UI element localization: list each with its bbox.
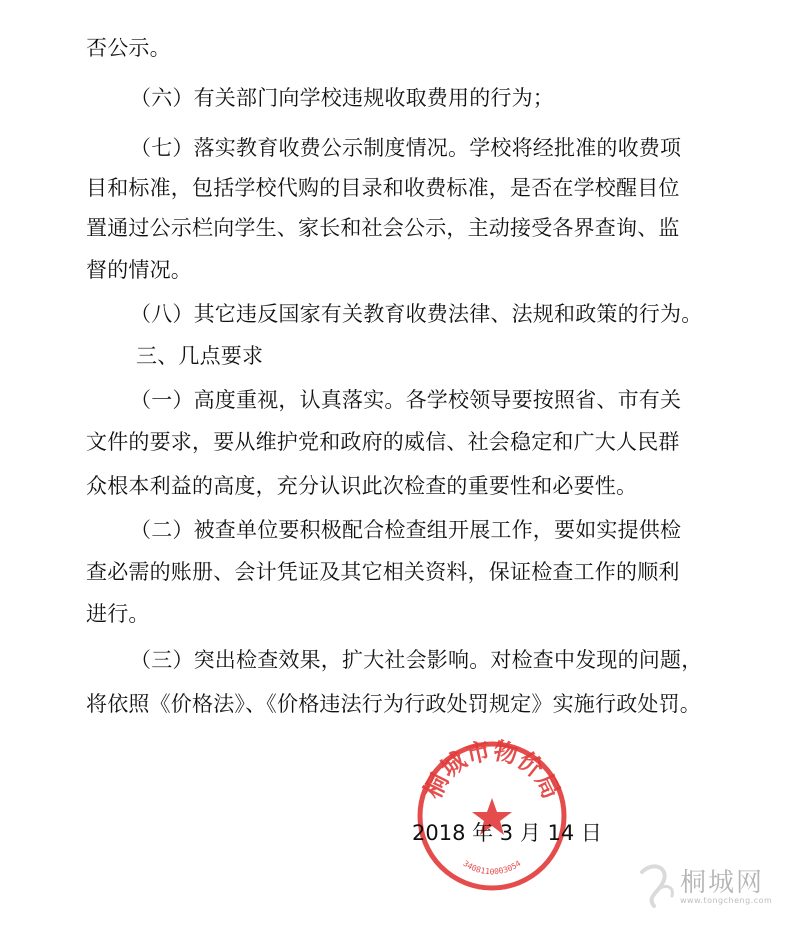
watermark-text: 桐城网	[680, 868, 765, 898]
paragraph-line: （八）其它违反国家有关教育收费法律、法规和政策的行为。	[130, 302, 703, 326]
paragraph-line: 众根本利益的高度，充分认识此次检查的重要性和必要性。	[86, 474, 638, 498]
svg-text:3408110003054	[461, 859, 522, 876]
paragraph-line: （一）高度重视，认真落实。各学校领导要按照省、市有关	[130, 388, 682, 412]
document-date: 2018 年 3 月 14 日	[412, 821, 602, 845]
paragraph-line: 进行。	[86, 602, 150, 626]
paragraph-line: 督的情况。	[86, 258, 192, 282]
paragraph-line: （二）被查单位要积极配合检查组开展工作，要如实提供检	[130, 518, 682, 542]
paragraph-line: （六）有关部门向学校违规收取费用的行为；	[130, 86, 554, 110]
seal-number: 3408110003054	[461, 858, 523, 877]
official-seal	[412, 736, 572, 896]
paragraph-line: 将依照《价格法》、《价格违法行为行政处罚规定》实施行政处罚。	[86, 692, 701, 716]
paragraph-line: 置通过公示栏向学生、家长和社会公示，主动接受各界查询、监	[86, 216, 680, 240]
paragraph-line: 文件的要求，要从维护党和政府的威信、社会稳定和广大人民群	[86, 430, 680, 454]
watermark-url: www.tongcheng.com	[680, 896, 773, 905]
section-heading: 三、几点要求	[136, 344, 264, 368]
paragraph-line: 否公示。	[86, 36, 171, 60]
paragraph-line: （七）落实教育收费公示制度情况。学校将经批准的收费项	[130, 136, 682, 160]
paragraph-line: （三）突出检查效果，扩大社会影响。对检查中发现的问题，	[130, 648, 703, 672]
paragraph-line: 目和标准，包括学校代购的目录和收费标准，是否在学校醒目位	[86, 176, 680, 200]
seal-text: 桐城市物价局	[417, 736, 567, 804]
paragraph-line: 查必需的账册、会计凭证及其它相关资料，保证检查工作的顺利	[86, 560, 680, 584]
